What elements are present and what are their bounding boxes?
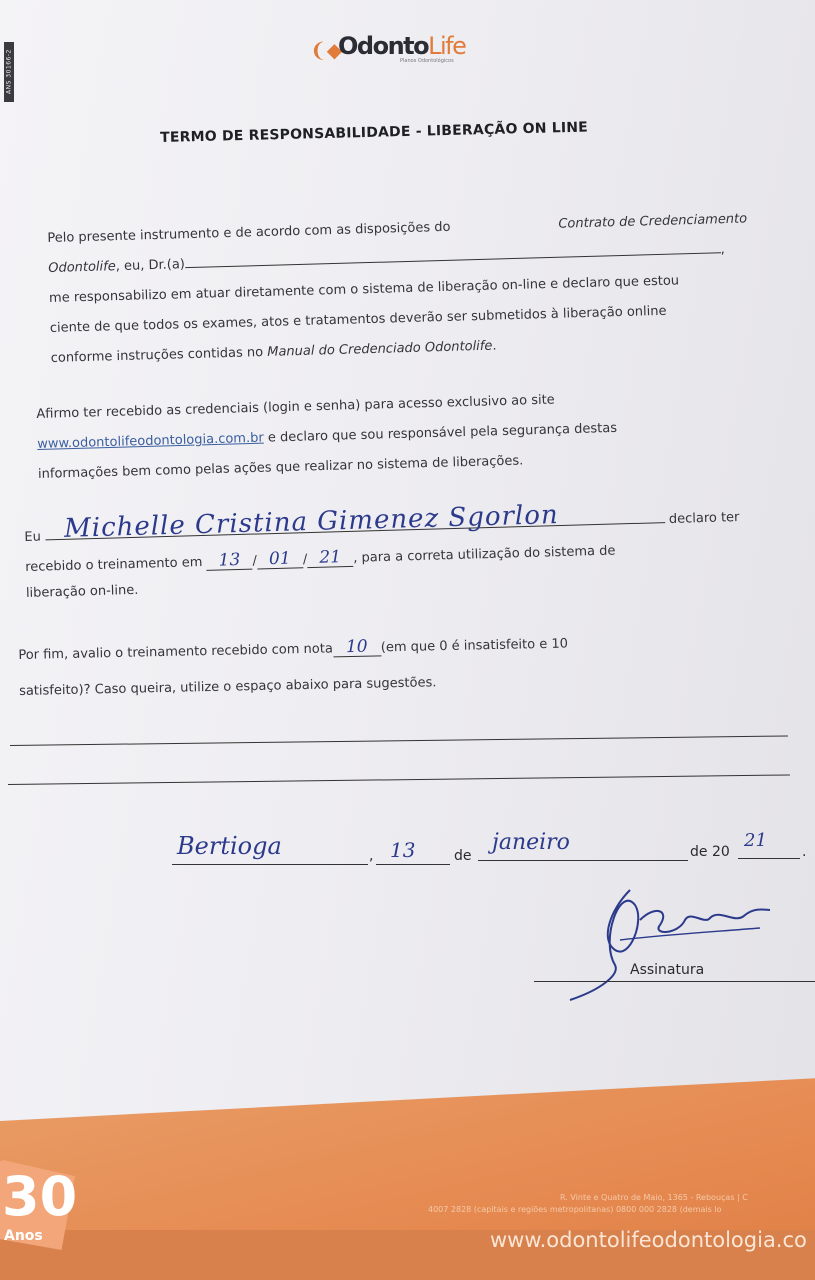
para2-line1: Afirmo ter recebido as credenciais (login e senha) para acesso exclusivo ao site (36, 392, 555, 422)
day-blank[interactable] (376, 864, 450, 865)
para2-line3: informações bem como pelas ações que realizar no sistema de liberações. (37, 453, 524, 482)
anniversary-badge-number: 30 (2, 1165, 78, 1228)
signature-label: Assinatura (630, 962, 705, 978)
training-day-handwritten: 13 (206, 552, 252, 571)
document-title: TERMO DE RESPONSABILIDADE - LIBERAÇÃO ON LINE (160, 119, 589, 146)
suggestion-line-1[interactable] (10, 735, 788, 746)
para1-line4: ciente de que todos os exames, atos e tratamentos deverão ser submetidos à liberação online (49, 303, 667, 336)
handwritten-signature (560, 880, 780, 1010)
date-year-handwritten: 21 (744, 830, 767, 851)
logo-flame-icon: ❨◆ (310, 38, 343, 62)
rating-handwritten: 10 (333, 638, 381, 657)
para1-line1: Pelo presente instrumento e de acordo com as disposições do Contrato de Credenciamento (47, 211, 748, 246)
date-month-handwritten: janeiro (492, 830, 570, 855)
para1-line2: Odontolife, eu, Dr.(a), (48, 234, 749, 284)
footer-website[interactable]: www.odontolifeodontologia.co (490, 1228, 807, 1252)
suggestion-line-2[interactable] (8, 774, 790, 785)
month-blank[interactable] (478, 860, 688, 861)
logo-tagline: Planos Odontológicos (400, 58, 454, 64)
paragraph-training (24, 502, 776, 605)
para1-line3: me responsabilizo em atuar diretamente com o sistema de liberação on-line e declaro que estou (48, 273, 680, 306)
date-day-handwritten: 13 (390, 838, 416, 862)
signature-line[interactable] (534, 981, 815, 982)
logo-wordmark: OdontoLife (338, 32, 466, 60)
place-date-row: Bertioga , 13 de janeiro de 20 21 . (172, 836, 812, 876)
odontolife-logo (300, 30, 490, 70)
site-link[interactable]: www.odontolifeodontologia.com.br (37, 430, 264, 452)
anniversary-badge-text: Anos (4, 1228, 43, 1244)
city-handwritten: Bertioga (177, 832, 282, 860)
para4-line1: Por fim, avalio o treinamento recebido com nota 10 (em que 0 é insatisfeito e 10 (18, 636, 569, 663)
training-year-handwritten: 21 (307, 549, 353, 568)
para3-line1: Eu declaro ter Michelle Cristina Gimenez Sgorlon (24, 500, 740, 545)
para2-line2: www.odontolifeodontologia.com.br e declaro que sou responsável pela segurança destas (37, 420, 618, 452)
paragraph-rating (18, 623, 739, 710)
paragraph-contract (47, 204, 751, 373)
trainee-name-handwritten: Michelle Cristina Gimenez Sgorlon (63, 500, 560, 544)
footer-address: R. Vinte e Quatro de Maio, 1365 - Rebouças | C (560, 1193, 748, 1202)
training-month-handwritten: 01 (257, 550, 303, 569)
year-blank[interactable] (738, 858, 800, 859)
para3-line3: liberação on-line. (25, 582, 139, 601)
para1-line5: conforme instruções contidas no Manual do Credenciado Odontolife. (50, 338, 497, 366)
para3-line2: recebido o treinamento em 13 / 01 / 21 , para a correta utilização do sistema de (25, 543, 616, 575)
para4-line2: satisfeito)? Caso queira, utilize o espaço abaixo para sugestões. (18, 675, 437, 699)
paragraph-credentials (36, 380, 764, 490)
footer-phones: 4007 2828 (capitais e regiões metropolitanas) 0800 000 2828 (demais lo (428, 1205, 722, 1214)
ans-side-tag: ANS 30166-2 (4, 42, 14, 102)
city-blank[interactable] (172, 864, 368, 865)
